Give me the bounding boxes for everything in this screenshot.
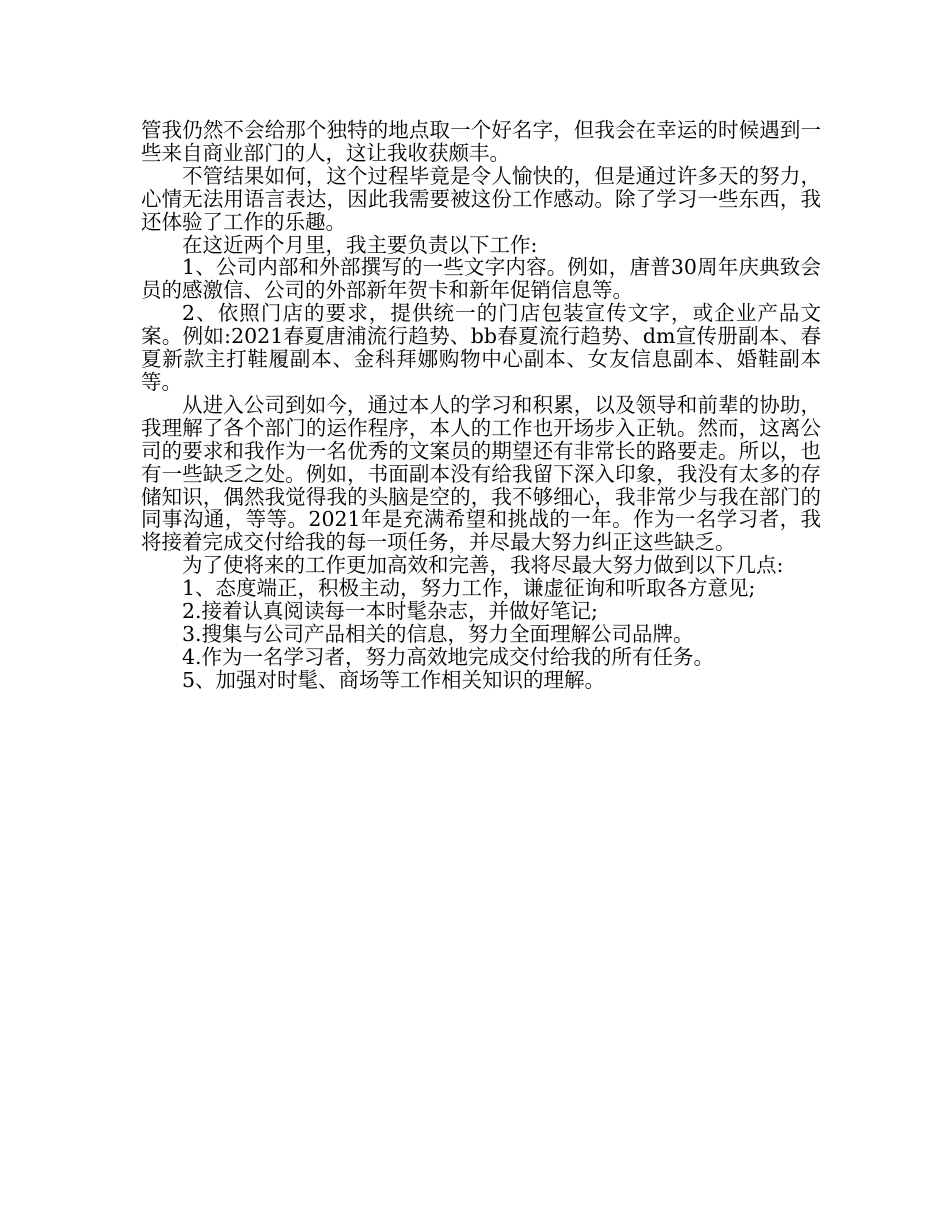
paragraph: 为了使将来的工作更加高效和完善，我将尽最大努力做到以下几点: xyxy=(182,553,784,578)
list-item: 4.作为一名学习者，努力高效地完成交付给我的所有任务。 xyxy=(182,644,715,669)
list-item: 2、依照门店的要求，提供统一的门店包装宣传文字，或企业产品文案。例如:2021春夏唐浦流行趋势、bb春夏流行趋势、dm宣传册副本、春夏新款主打鞋履副本、金科拜娜购物中心副本、女友信息副本、婚鞋副本等。 xyxy=(141,301,821,394)
list-item: 3.搜集与公司产品相关的信息，努力全面理解公司品牌。 xyxy=(182,621,694,646)
list-item: 2.接着认真阅读每一本时髦杂志，并做好笔记; xyxy=(182,599,598,624)
list-item: 1、态度端正，积极主动，努力工作，谦虚征询和听取各方意见; xyxy=(182,576,756,601)
paragraph: 从进入公司到如今，通过本人的学习和积累，以及领导和前辈的协助，我理解了各个部门的运作程序，本人的工作也开场步入正轨。然而，这离公司的要求和我作为一名优秀的文案员的期望还有非常长的路要走。所以，也有一些缺乏之处。例如，书面副本没有给我留下深入印象，我没有太多的存储知识，偶然我觉得我的头脑是空的，我不够细心，我非常少与我在部门的同事沟通，等等。2021年是充满希望和挑战的一年。作为一名学习者，我将接着完成交付给我的每一项任务，并尽最大努力纠正这些缺乏。 xyxy=(141,392,821,555)
paragraph: 在这近两个月里，我主要负责以下工作: xyxy=(182,232,538,257)
list-item: 1、公司内部和外部撰写的一些文字内容。例如，唐普30周年庆典致会员的感激信、公司的外部新年贺卡和新年促销信息等。 xyxy=(141,255,821,303)
list-item: 5、加强对时髦、商场等工作相关知识的理解。 xyxy=(182,667,606,692)
paragraph: 不管结果如何，这个过程毕竟是令人愉快的，但是通过许多天的努力，心情无法用语言表达，因此我需要被这份工作感动。除了学习一些东西，我还体验了工作的乐趣。 xyxy=(141,163,821,234)
paragraph-continuation: 管我仍然不会给那个独特的地点取一个好名字，但我会在幸运的时候遇到一些来自商业部门的人，这让我收获颇丰。 xyxy=(141,118,821,165)
document-body xyxy=(141,119,821,692)
